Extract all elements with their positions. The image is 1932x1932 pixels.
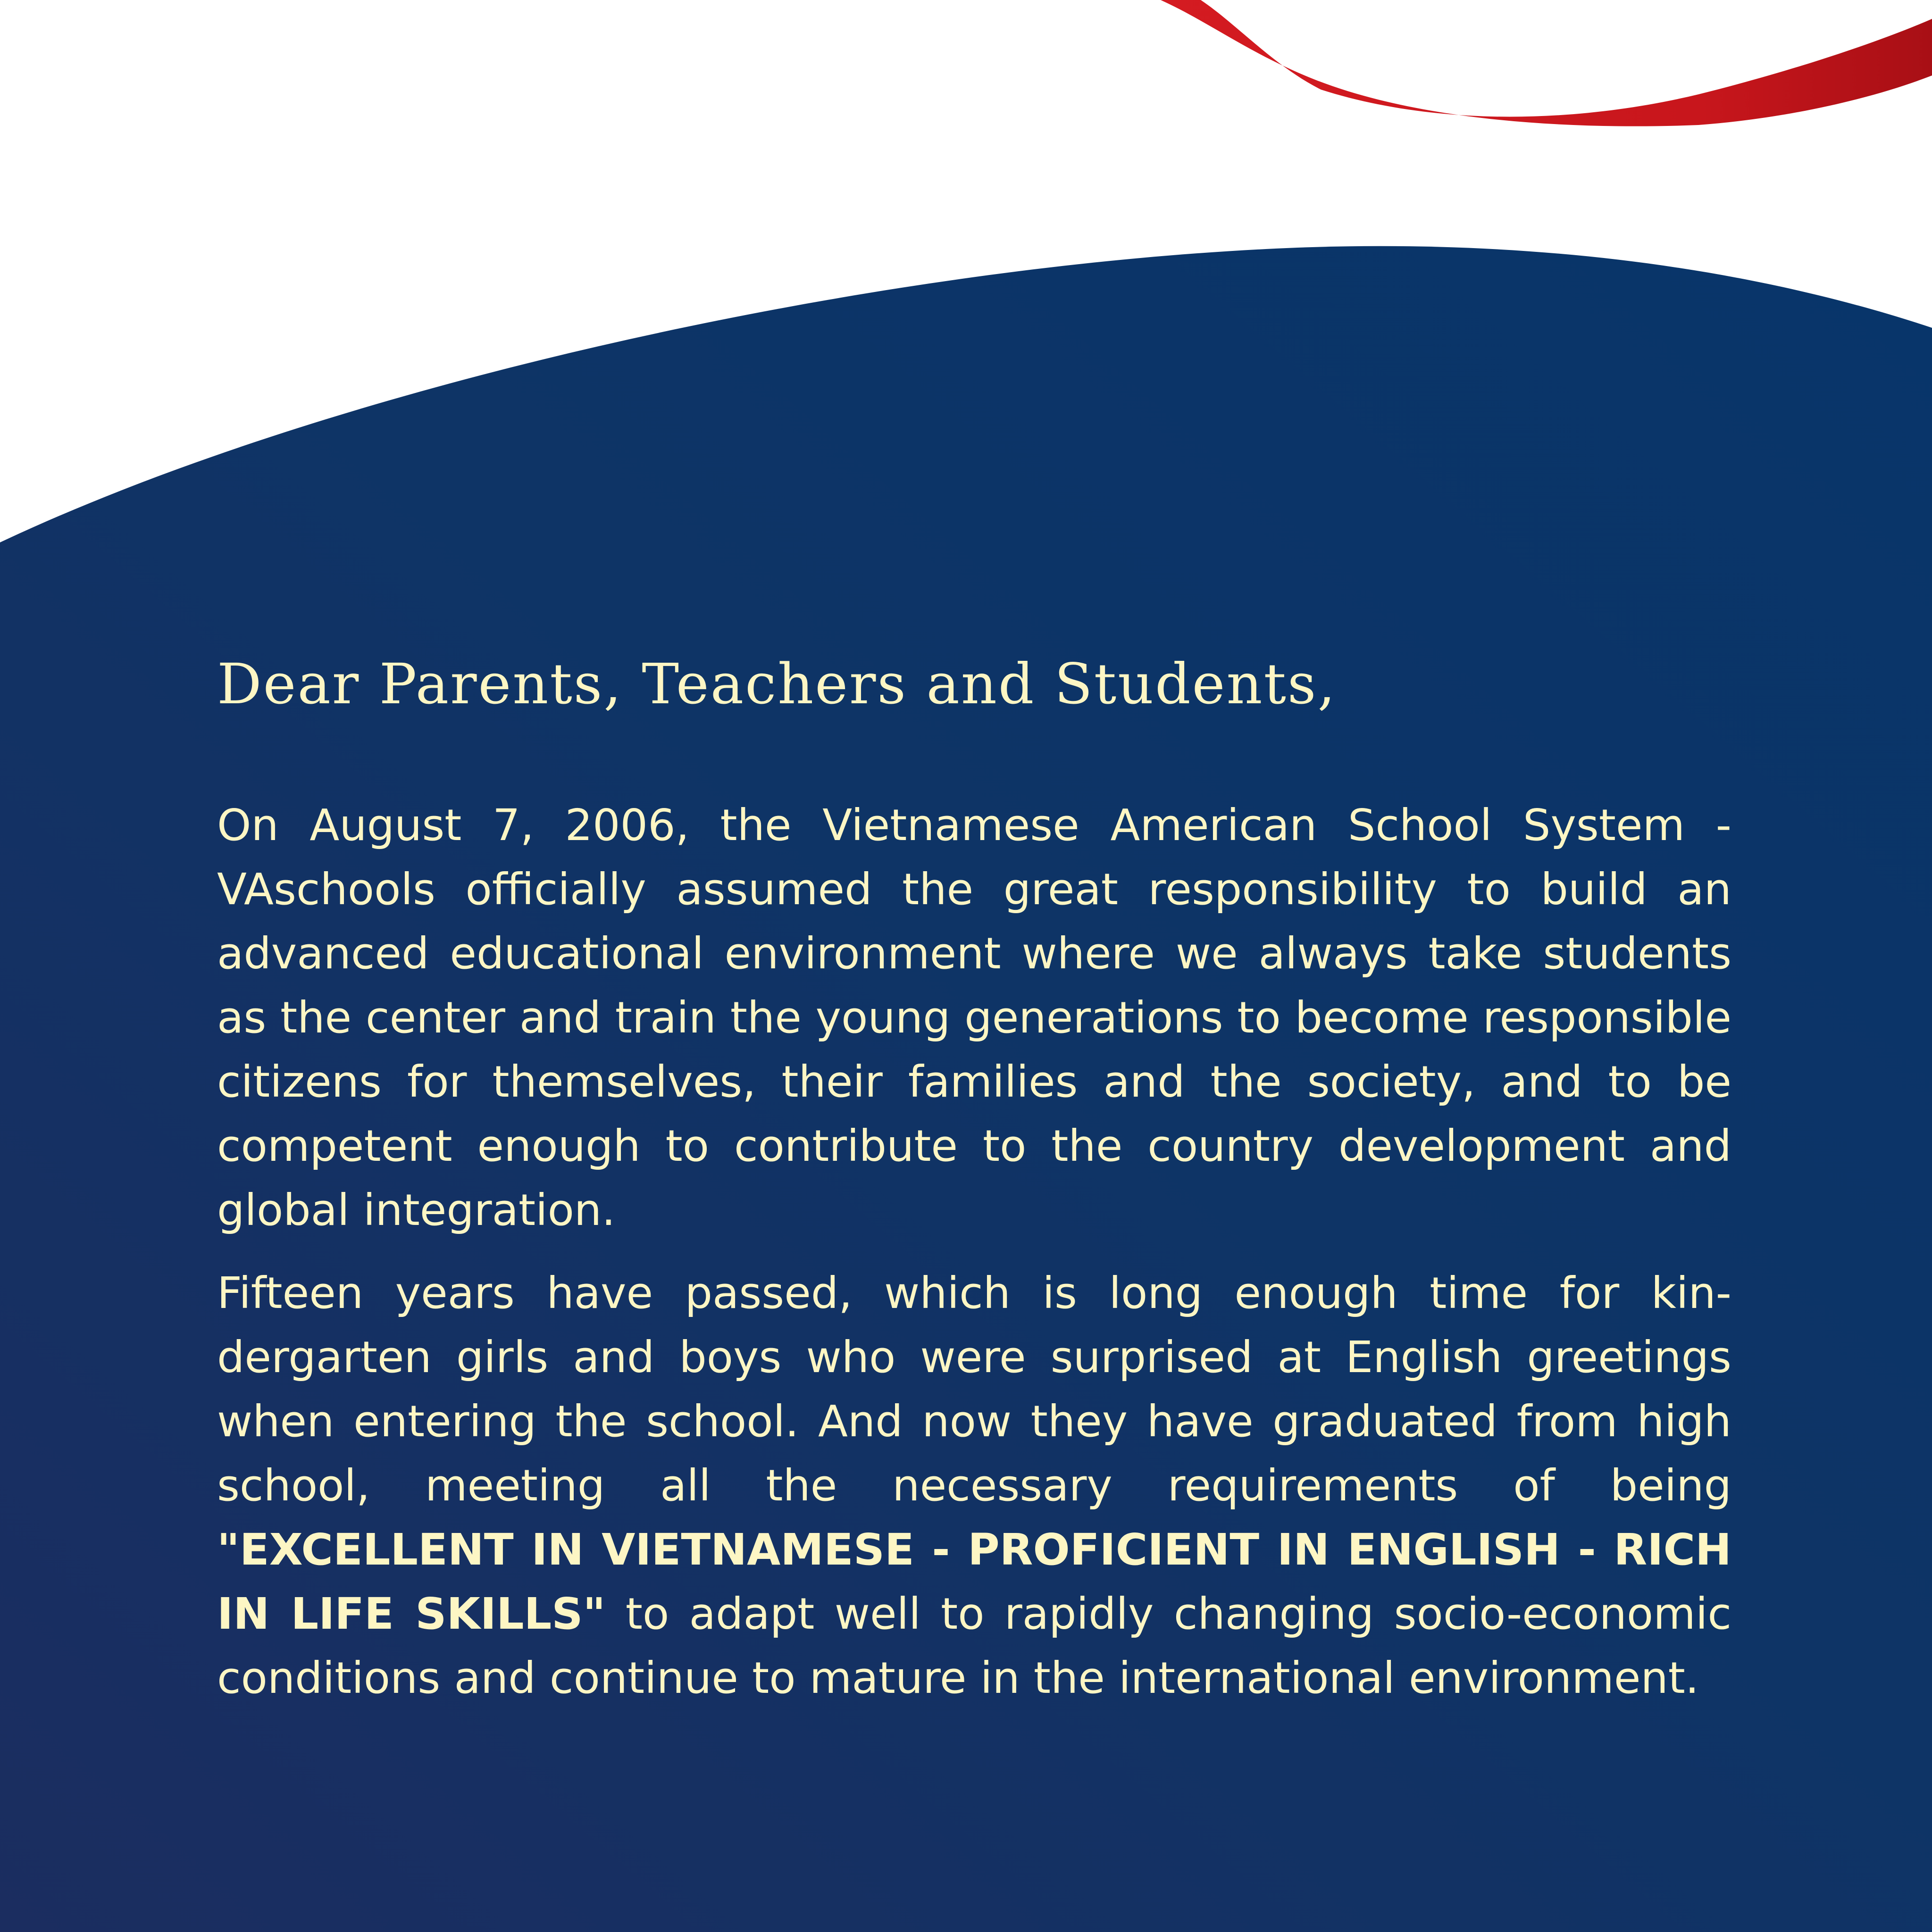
paragraph-graduates-text-end: to adapt well to rapidly changing socio-economic conditions and continue to mature in the international environment.	[217, 1588, 1731, 1703]
paragraph-graduates-text-start: Fifteen years have passed, which is long enough time for kindergarten girls and boys who were surprised at English greetings when entering the school. And now they have graduated from high school, meeting all the necessary requirements of being	[217, 1267, 1731, 1511]
paragraph-graduates	[217, 1261, 1731, 1710]
letter-content	[217, 651, 1731, 1729]
paragraph-history: On August 7, 2006, the Vietnamese American School System - VAschools officially assumed the great responsibility to build an advanced educational environment where we always take students as the center and train the young generations to become responsible citizens for themselves, their families and the society, and to be competent enough to contribute to the country development and global integration.	[217, 799, 1731, 1235]
letter-greeting: Dear Parents, Teachers and Students,	[217, 651, 1337, 716]
school-motto: "EXCELLENT IN VIETNAMESE - PROFICIENT IN ENGLISH - RICH IN LIFE SKILLS"	[217, 1524, 1731, 1639]
red-ribbon-decoration	[1161, 0, 1932, 126]
